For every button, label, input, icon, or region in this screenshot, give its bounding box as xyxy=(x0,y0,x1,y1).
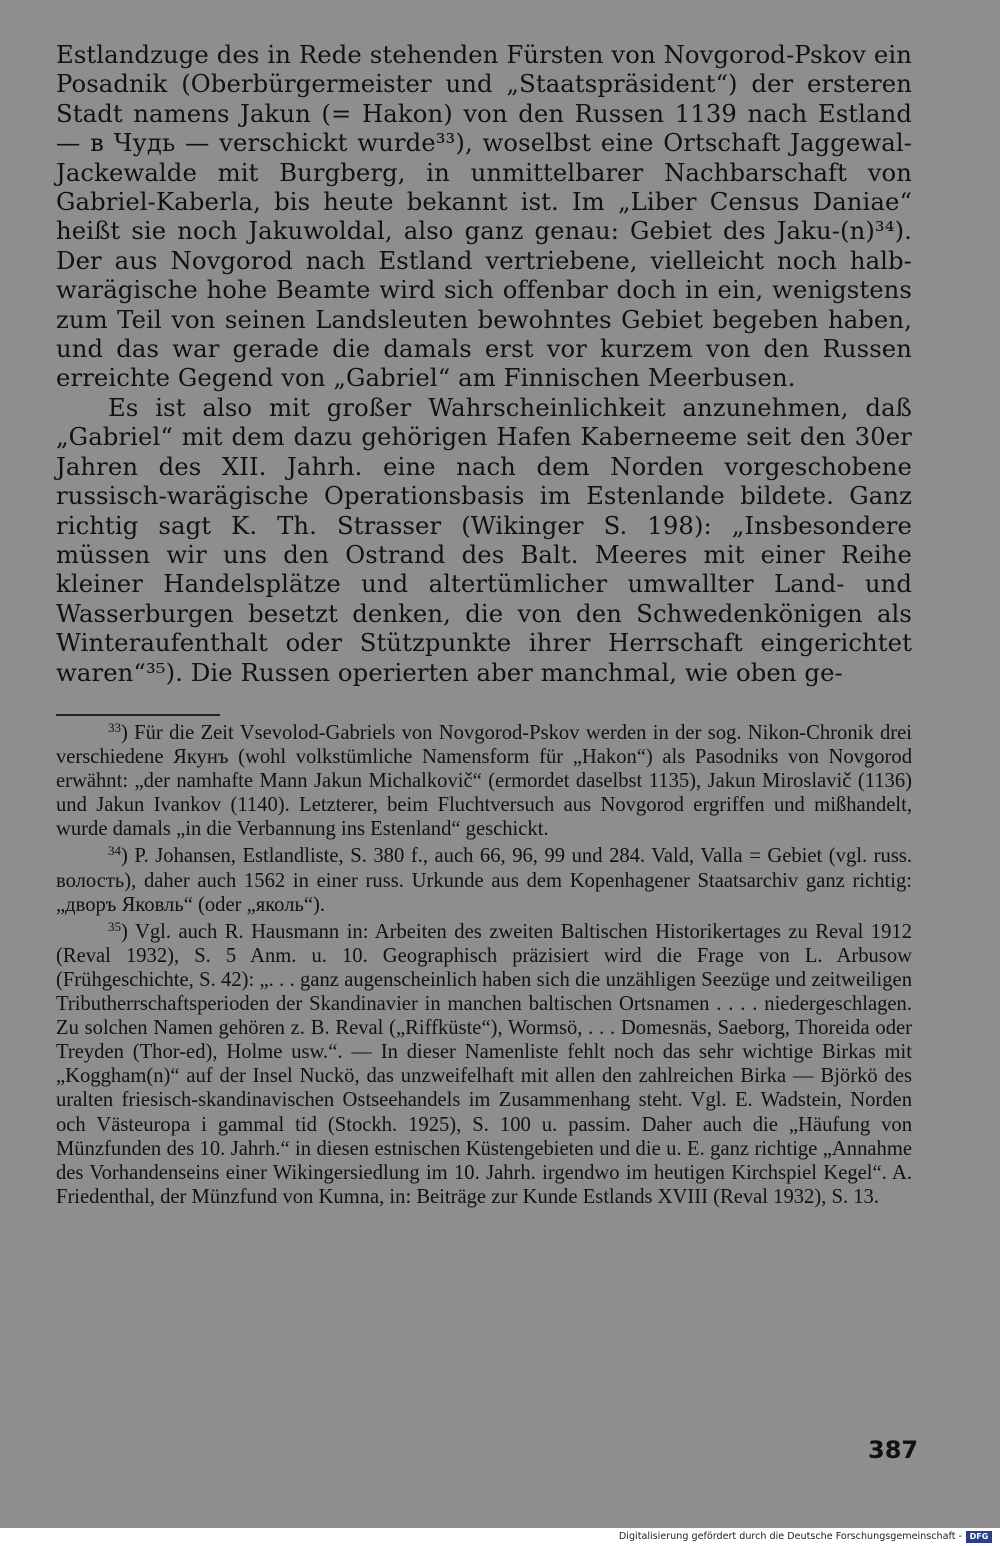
dfg-logo-icon: DFG xyxy=(966,1531,992,1543)
footnote-separator xyxy=(56,714,220,716)
main-paragraph-2: Es ist also mit großer Wahrscheinlichkeit anzunehmen, daß „Gabriel“ mit dem dazu gehörigen Hafen Kaberneeme seit den 30er Jahren des XII. Jahrh. eine nach dem Norden vorgeschobene russisch-warägische Operationsbasis im Estenlande bildete. Ganz richtig sagt K. Th. Strasser (Wikinger S. 198): „Insbesondere müssen wir uns den Ostrand des Balt. Meeres mit einer Reihe kleiner Handelsplätze und altertümlicher umwallter Land- und Wasserburgen besetzt denken, die von den Schwedenkönigen als Winteraufenthalt oder Stützpunkte ihrer Herrschaft eingerichtet waren“³⁵). Die Russen operierten aber manchmal, wie oben ge- xyxy=(56,392,912,687)
footnote-marker: 34 xyxy=(108,843,121,859)
footnotes xyxy=(56,721,912,1209)
footnote-33 xyxy=(56,721,912,841)
footnote-text: ) Vgl. auch R. Hausmann in: Arbeiten des zweiten Baltischen Historikertages zu Reval 1912 (Reval 1932), S. 5 Anm. u. 10. Geographisch präzisiert wird die Frage von L. Arbusow (Frühgeschichte, S. 42): „. . . ganz augenscheinlich haben sich die unzähligen Seezüge und zeitweiligen Tributherrschaftsperioden der Skandinavier in manchen baltischen Ortsnamen . . . . niedergeschlagen. Zu solchen Namen gehören z. B. Reval („Riffküste“), Wormsö, . . . Domesnäs, Saeborg, Thoreida oder Treyden (Thor-ed), Holme usw.“. — In dieser Namenliste fehlt noch das sehr wichtige Birkas mit „Koggham(n)“ auf der Insel Nuckö, das unzweifelhaft mit allen den zahlreichen Birka — Björkö des uralten friesisch-skandinavischen Ostseehandels im Zusammenhang steht. Vgl. E. Wadstein, Norden och Västeuropa i gammal tid (Stockh. 1925), S. 100 u. passim. Daher auch die „Häufung von Münzfunden des 10. Jahrh.“ in diesen estnischen Küstengebieten und die u. E. ganz richtige „Annahme des Vorhandenseins einer Wikingersiedlung im 10. Jahrh. irgendwo im heutigen Kirchspiel Kegel“. A. Friedenthal, der Münzfund von Kumna, in: Beiträge zur Kunde Estlands XVIII (Reval 1932), S. 13. xyxy=(56,920,912,1208)
funding-credit: Digitalisierung gefördert durch die Deutsche Forschungsgemeinschaft - xyxy=(618,1531,962,1542)
main-text xyxy=(56,40,912,687)
main-paragraph-1: Estlandzuge des in Rede stehenden Fürsten von Novgorod-Pskov ein Posadnik (Oberbürgermeister und „Staatspräsident“) der ersteren Stadt namens Jakun (= Hakon) von den Russen 1139 nach Estland — в Чудь — verschickt wurde³³), woselbst eine Ortschaft Jaggewal-Jackewalde mit Burgberg, in unmittelbarer Nachbarschaft von Gabriel-Kaberla, bis heute bekannt ist. Im „Liber Census Daniae“ heißt sie noch Jakuwoldal, also ganz genau: Gebiet des Jaku-(n)³⁴). Der aus Novgorod nach Estland vertriebene, vielleicht noch halb-warägische hohe Beamte wird sich offenbar doch in ein, wenigstens zum Teil von seinen Landsleuten bewohntes Gebiet begeben haben, und das war gerade die damals erst vor kurzem von den Russen erreichte Gegend von „Gabriel“ am Finnischen Meerbusen. xyxy=(56,40,912,393)
footnote-text: ) P. Johansen, Estlandliste, S. 380 f., auch 66, 96, 99 und 284. Vald, Valla = Gebiet (vgl. russ. волость), daher auch 1562 in einer russ. Urkunde aus dem Kopenhagener Staatsarchiv ganz richtig: „дворъ Яковль“ (oder „яколь“). xyxy=(56,845,912,916)
footnote-marker: 33 xyxy=(108,720,121,735)
footer-bar xyxy=(0,1528,1000,1546)
footnote-text: ) Für die Zeit Vsevolod-Gabriels von Novgorod-Pskov werden in der sog. Nikon-Chronik drei verschiedene Якунъ (wohl volkstümliche Namensform für „Hakon“) als Pasodniks von Novgorod erwähnt: „der namhafte Mann Jakun Michalkovič“ (ermordet daselbst 1135), Jakun Miroslavič (1136) und Jakun Ivankov (1140). Letzterer, beim Fluchtversuch aus Novgorod ergriffen und mißhandelt, wurde damals „in die Verbannung ins Estenland“ geschickt. xyxy=(56,722,912,841)
footnote-34 xyxy=(56,844,912,916)
page-number: 387 xyxy=(868,1436,919,1464)
footnote-marker: 35 xyxy=(108,918,121,934)
footnote-35 xyxy=(56,920,912,1209)
